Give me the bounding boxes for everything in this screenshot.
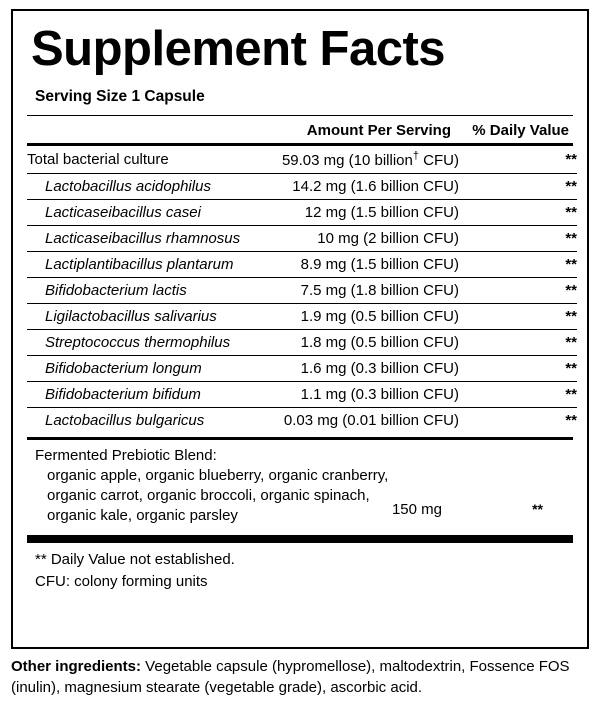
header-amount-per-serving: Amount Per Serving [306,122,451,139]
table-row [27,356,577,382]
table-row [27,174,577,200]
blend-line-1: organic apple, organic blueberry, organic cranberry, [47,466,389,484]
supplement-facts-box [11,9,589,649]
nutrient-amount [251,146,459,174]
nutrient-amount: 1.6 mg (0.3 billion CFU) [251,356,459,382]
blend-line-3: organic kale, organic parsley [47,506,238,524]
nutrient-amount: 8.9 mg (1.5 billion CFU) [251,252,459,278]
header-daily-value: % Daily Value [472,122,569,139]
nutrient-dv: ** [459,278,577,304]
nutrient-dv: ** [565,412,577,429]
nutrient-amount: 12 mg (1.5 billion CFU) [251,200,459,226]
nutrient-name: Total bacterial culture [27,146,251,174]
footnotes [27,549,573,593]
blend-amount: 150 mg [391,501,442,518]
table-row [27,304,577,330]
other-ingredients-label: Other ingredients: [11,658,142,675]
nutrient-dv: ** [459,200,577,226]
nutrient-name: Lactobacillus bulgaricus [45,412,205,429]
daily-value-note: ** Daily Value not established. [35,550,235,568]
page-title: Supplement Facts [31,22,446,76]
table-row [27,408,577,434]
nutrient-amount: 0.03 mg (0.01 billion CFU) [283,412,459,429]
nutrient-name: Lacticaseibacillus casei [27,200,251,226]
nutrient-dv: ** [459,252,577,278]
table-row [27,146,577,174]
nutrient-name: Lactiplantibacillus plantarum [27,252,251,278]
nutrient-dv: ** [459,382,577,408]
table-row [27,226,577,252]
dagger-mark: † [412,150,419,162]
nutrient-amount: 1.9 mg (0.5 billion CFU) [251,304,459,330]
prebiotic-blend [27,440,573,530]
table-row [27,330,577,356]
nutrient-name: Lacticaseibacillus rhamnosus [27,226,251,252]
nutrient-dv: ** [459,146,577,174]
nutrient-table [27,146,577,433]
nutrient-name: Bifidobacterium bifidum [27,382,251,408]
amount-pre: 59.03 mg (10 billion [281,152,413,169]
nutrient-dv: ** [459,356,577,382]
other-ingredients-text: Vegetable capsule (hypromellose), maltodextrin, Fossence FOS (inulin), magnesium stearate (vegetable grade), ascorbic acid. [11,658,570,696]
nutrient-amount: 1.1 mg (0.3 billion CFU) [251,382,459,408]
table-row [27,252,577,278]
other-ingredients [11,656,589,698]
nutrient-dv: ** [459,330,577,356]
cfu-note: CFU: colony forming units [35,572,208,590]
divider-footnotes [27,535,573,543]
divider-top [27,115,573,116]
nutrient-amount: 7.5 mg (1.8 billion CFU) [251,278,459,304]
table-row [27,200,577,226]
nutrient-amount: 10 mg (2 billion CFU) [251,226,459,252]
nutrient-name: Bifidobacterium lactis [27,278,251,304]
table-row [27,382,577,408]
nutrient-amount: 1.8 mg (0.5 billion CFU) [251,330,459,356]
nutrient-name: Lactobacillus acidophilus [27,174,251,200]
nutrient-dv: ** [459,304,577,330]
nutrient-amount: 14.2 mg (1.6 billion CFU) [251,174,459,200]
blend-line-2: organic carrot, organic broccoli, organic spinach, [47,486,370,504]
nutrient-dv: ** [459,226,577,252]
nutrient-name: Ligilactobacillus salivarius [27,304,251,330]
blend-dv: ** [532,501,543,517]
serving-size: Serving Size 1 Capsule [35,88,205,105]
table-row [27,278,577,304]
nutrient-dv: ** [459,174,577,200]
nutrient-name: Bifidobacterium longum [27,356,251,382]
table-header [27,122,573,139]
blend-title: Fermented Prebiotic Blend: [35,447,217,464]
nutrient-name: Streptococcus thermophilus [27,330,251,356]
amount-post: CFU) [419,152,459,169]
